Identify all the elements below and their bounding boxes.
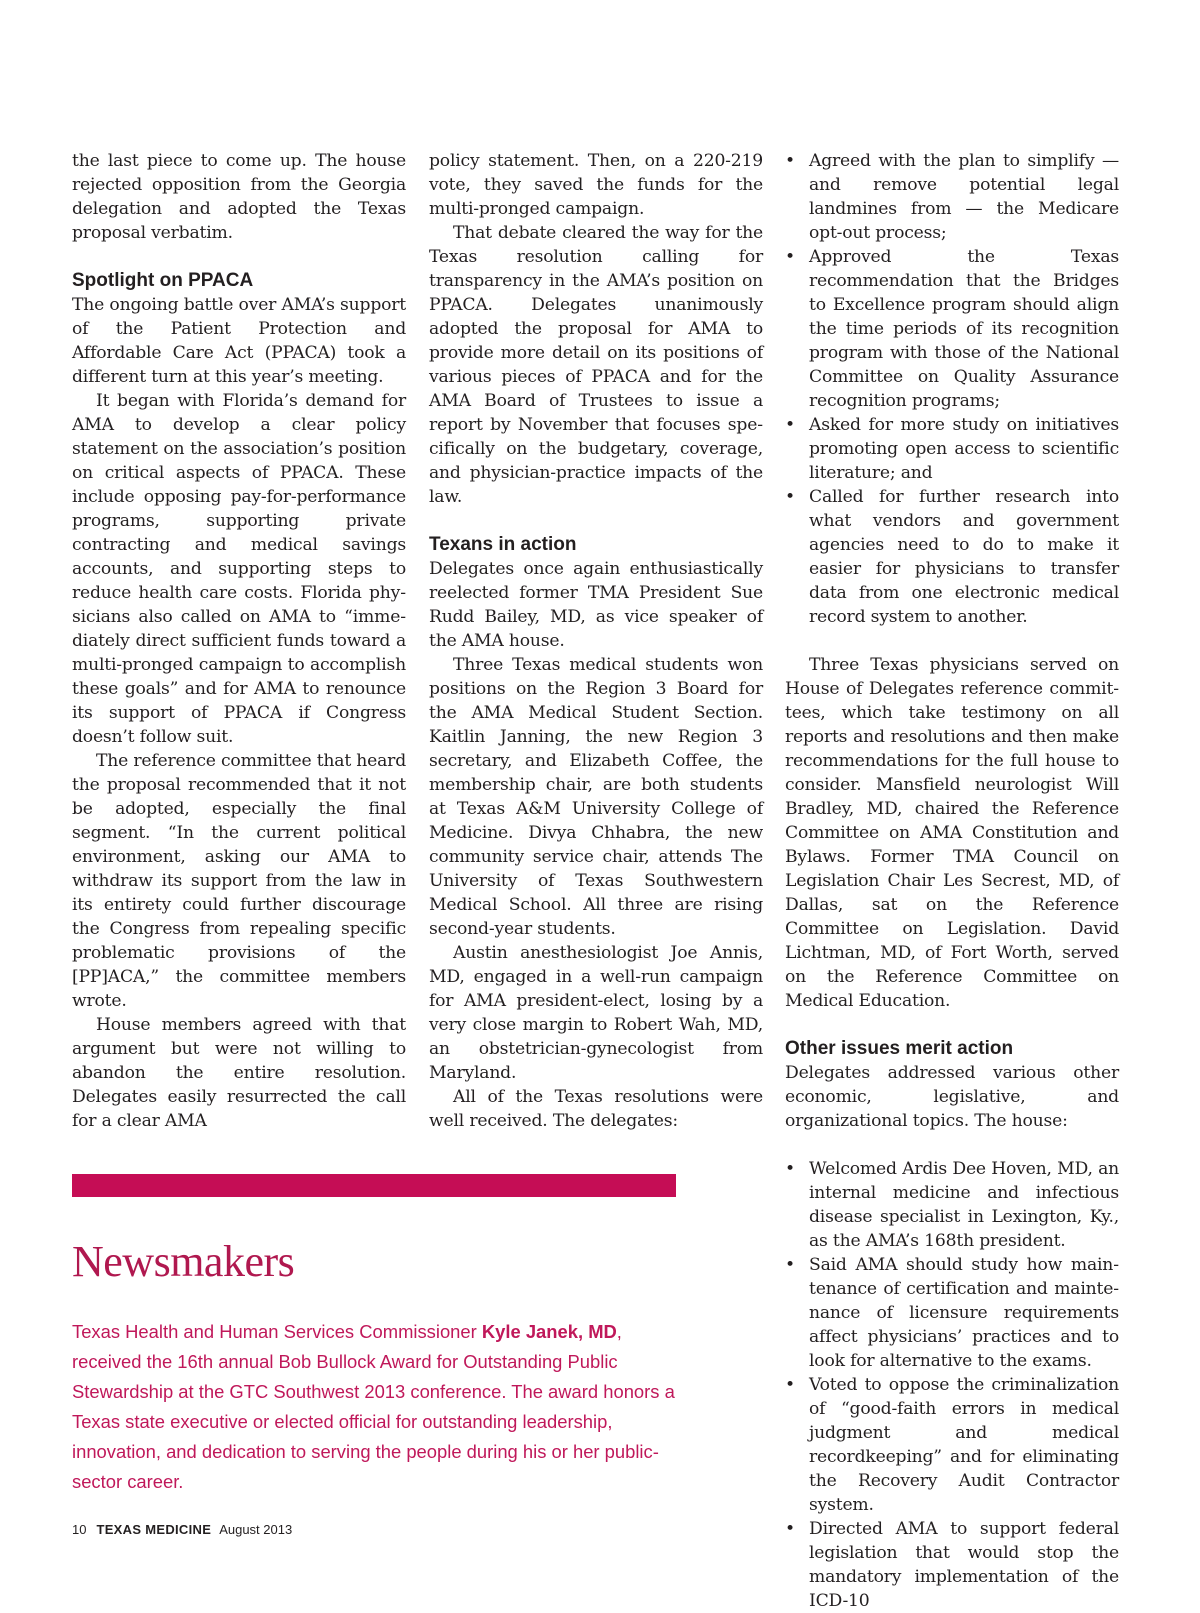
bullet-icon: • [785,415,795,435]
newsmaker-name: Kyle Janek, MD [481,1321,617,1342]
paragraph: Three Texas medical students won positions on the Region 3 Board for the AMA Medical Student Section. Kaitlin Janning, the new Region 3 secretary, and Elizabeth Coffee, the membership chair, are both students at Texas A&M University College of Medicine. Divya Chhabra, the new community service chair, attends The University of Texas Southwestern Medical School. All three are rising second-year students. [429,655,763,939]
article-column-1 [72,149,406,1133]
list-item: • Said AMA should study how maintenance of certification and maintenance of licensure requirements affect physicians’ practices and to look for alternative to the exams. [785,1255,1119,1371]
list-item: • Agreed with the plan to simplify — and remove potential legal landmines from — the Medicare opt-out process; [785,151,1119,243]
paragraph: The reference committee that heard the proposal recommended that it not be adopted, especially the final segment. “In the current political environment, asking our AMA to withdraw its support from the law in its entirety could further discourage the Congress from repealing specific problematic provisions of the [PP]ACA,” the committee members wrote. [72,751,406,1011]
paragraph: That debate cleared the way for the Texas resolution calling for transparency in the AMA’s position on PPACA. Delegates unanimously adopted the proposal for AMA to provide more detail on its positions of various pieces of PPACA and for the AMA Board of Trustees to issue a report by November that focuses specifically on the budgetary, coverage, and physician-practice impacts of the law. [429,223,763,507]
list-item: • Called for further research into what vendors and government agencies need to do to make it easier for physicians to transfer data from one electronic medical record system to another. [785,487,1119,627]
newsmakers-body: Texas Health and Human Services Commissioner Kyle Janek, MD, received the 16th annual Bob Bullock Award for Outstanding Public Stewardship at the GTC Southwest 2013 conference. The award honors a Texas state executive or elected official for outstanding leadership, innovation, and dedication to serving the people during his or her public-sector career. [72,1321,675,1492]
bullet-icon: • [785,1519,795,1539]
section-heading: Spotlight on PPACA [72,270,254,291]
page-footer [72,1522,292,1537]
paragraph: Delegates once again enthusiastically reelected former TMA President Sue Rudd Bailey, MD, as vice speaker of the AMA house. [429,559,763,651]
bullet-icon: • [785,151,795,171]
list-item: • Welcomed Ardis Dee Hoven, MD, an internal medicine and infectious disease specialist in Lexington, Ky., as the AMA’s 168th president. [785,1159,1119,1251]
list-item: • Asked for more study on initiatives promoting open access to scientific literature; and [785,415,1119,483]
article-column-2 [429,149,763,1133]
paragraph: All of the Texas resolutions were well received. The delegates: [429,1087,763,1131]
house-actions-list [785,1157,1119,1613]
magazine-name: TEXAS MEDICINE [96,1522,212,1537]
list-item: • Approved the Texas recommendation that the Bridges to Excellence program should align the time periods of its recognition program with those of the National Committee on Quality Assurance recognition programs; [785,247,1119,411]
bullet-icon: • [785,247,795,267]
list-item: • Voted to oppose the criminalization of “good-faith errors in medical judgment and medical recordkeeping” and for eliminating the Recovery Audit Contractor system. [785,1375,1119,1515]
bullet-icon: • [785,1375,795,1395]
paragraph: the last piece to come up. The house rejected opposition from the Georgia delegation and adopted the Texas proposal verbatim. [72,151,406,243]
delegates-actions-list [785,149,1119,629]
bullet-icon: • [785,487,795,507]
paragraph: The ongoing battle over AMA’s support of the Patient Protection and Affordable Care Act (PPACA) took a different turn at this year’s meeting. [72,295,406,387]
newsmakers-title: Newsmakers [72,1237,295,1286]
paragraph: policy statement. Then, on a 220-219 vote, they saved the funds for the multi-pronged campaign. [429,151,763,219]
paragraph: Delegates addressed various other economic, legislative, and organizational topics. The house: [785,1063,1119,1131]
paragraph: House members agreed with that argument but were not willing to abandon the entire resolution. Delegates easily resurrected the call for a clear AMA [72,1015,406,1131]
issue-date: August 2013 [219,1522,293,1537]
bullet-icon: • [785,1159,795,1179]
paragraph: Austin anesthesiologist Joe Annis, MD, engaged in a well-run campaign for AMA president-elect, losing by a very close margin to Robert Wah, MD, an obstetrician-gynecologist from Maryland. [429,943,763,1083]
paragraph: It began with Florida’s demand for AMA to develop a clear policy statement on the association’s position on critical aspects of PPACA. These include opposing pay-for-performance programs, supporting private contracting and medical savings accounts, and supporting steps to reduce health care costs. Florida physicians also called on AMA to “immediately direct sufficient funds toward a multi-pronged campaign to accomplish these goals” and for AMA to renounce its support of PPACA if Congress doesn’t follow suit. [72,391,406,747]
article-column-3 [785,149,1119,1613]
newsmakers-accent-bar [72,1174,676,1197]
paragraph: Three Texas physicians served on House of Delegates reference committees, which take testimony on all reports and resolutions and then make recommendations for the full house to consider. Mansfield neurologist Will Bradley, MD, chaired the Reference Committee on AMA Constitution and Bylaws. Former TMA Council on Legislation Chair Les Secrest, MD, of Dallas, sat on the Reference Committee on Legislation. David Lichtman, MD, of Fort Worth, served on the Reference Committee on Medical Education. [785,655,1119,1011]
section-heading: Texans in action [429,534,577,555]
list-item: • Directed AMA to support federal legislation that would stop the mandatory implementation of the ICD-10 [785,1519,1119,1611]
bullet-icon: • [785,1255,795,1275]
page-number: 10 [72,1522,87,1537]
section-heading: Other issues merit action [785,1038,1014,1059]
